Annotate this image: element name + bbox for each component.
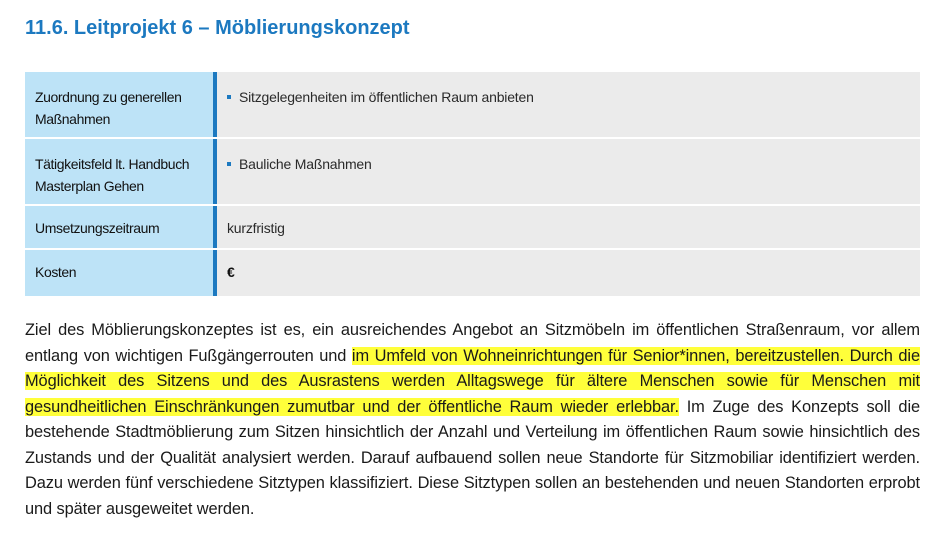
row-value-text: kurzfristig [227, 220, 285, 236]
row-label: Umsetzungszeitraum [25, 206, 217, 248]
bullet-square-icon [227, 95, 231, 99]
project-info-table [25, 72, 920, 296]
row-label: Zuordnung zu generellen Maßnahmen [25, 72, 217, 137]
table-row [25, 139, 920, 206]
bullet-square-icon [227, 162, 231, 166]
paragraph-text: Im Zuge des Konzepts soll die bestehende Stadtmöblierung zum Sitzen hinsichtlich der Anzahl und Verteilung im öffentlichen Raum sowie hinsichtlich des Zustands und der Qualität analysiert werden. Darauf aufbauend sollen neue Standorte für Sitzmobiliar identifiziert werden. Dazu werden fünf verschiedene Sitztypen klassifiziert. Diese Sitztypen sollen an bestehenden und neuen Standorten erprobt und später ausgeweitet werden. [25, 397, 920, 518]
page-title: 11.6. Leitprojekt 6 – Möblierungskonzept [25, 17, 410, 39]
highlighted-text: im Umfeld von Wohneinrichtungen für Senior*innen, bereitzustellen. Durch die Möglichkeit des Sitzens und des Ausrastens werden Alltagswege für ältere Menschen sowie für Menschen mit gesundheitlichen Einschränkungen zumutbar und der öffentliche Raum wieder erlebbar. [25, 346, 920, 416]
table-row [25, 206, 920, 250]
row-value-text: Sitzgelegenheiten im öffentlichen Raum anbieten [239, 89, 534, 105]
row-label: Kosten [25, 250, 217, 296]
row-value-text: Bauliche Maßnahmen [239, 156, 372, 172]
table-row [25, 250, 920, 296]
row-value [217, 206, 920, 248]
paragraph-text: Ziel des Möblierungskonzeptes ist es, ein ausreichendes Angebot an Sitzmöbeln im öffentlichen Straßenraum, vor allem entlang von wichtigen Fußgängerrouten und [25, 321, 920, 365]
row-value [217, 250, 920, 296]
row-label: Tätigkeitsfeld lt. Handbuch Masterplan Gehen [25, 139, 217, 204]
row-value [217, 139, 920, 204]
body-paragraph [25, 318, 920, 522]
table-row [25, 72, 920, 139]
row-value [217, 72, 920, 137]
row-value-text: € [227, 264, 235, 280]
